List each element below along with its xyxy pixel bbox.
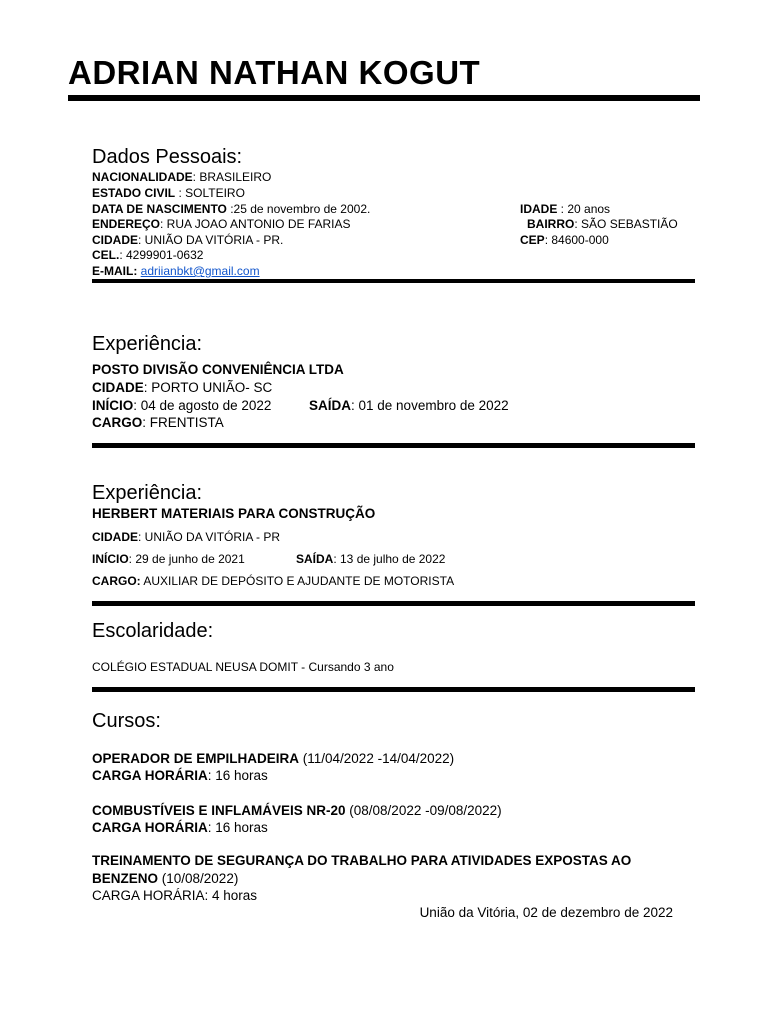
experience1-role-label: CARGO	[92, 415, 143, 430]
experience2-city-label: CIDADE	[92, 530, 139, 544]
phone-label: CEL.	[92, 248, 120, 262]
courses-heading: Cursos:	[92, 710, 161, 732]
course3-title-end: BENZENO	[92, 871, 159, 886]
neighborhood-label: BAIRRO	[527, 217, 575, 231]
birthdate-label: DATA DE NASCIMENTO	[92, 202, 227, 216]
marital-status-label: ESTADO CIVIL	[92, 186, 176, 200]
email-line	[92, 264, 260, 278]
section-divider-education	[92, 687, 695, 692]
experience1-heading-colon: :	[196, 333, 203, 355]
course3-dates: (10/08/2022)	[158, 871, 239, 886]
education-heading: Escolaridade:	[92, 620, 214, 642]
experience1-end-value: : 01 de novembro de 2022	[351, 398, 509, 413]
experience1-city-value: : PORTO UNIÃO- SC	[143, 380, 273, 395]
section-divider-personal	[92, 279, 695, 283]
experience1-start-value: : 04 de agosto de 2022	[133, 398, 272, 413]
experience2-role-value: AUXILIAR DE DEPÓSITO E AJUDANTE DE MOTORISTA	[140, 574, 455, 588]
age-value: : 20 anos	[557, 202, 611, 216]
course2-hours-line	[92, 820, 268, 835]
address-line	[92, 217, 351, 231]
experience1-end-line	[309, 398, 509, 413]
experience2-role-line	[92, 574, 454, 588]
experience2-company: HERBERT MATERIAIS PARA CONSTRUÇÃO	[92, 506, 376, 521]
experience1-role-value: : FRENTISTA	[142, 415, 224, 430]
email-link[interactable]: adriianbkt@gmail.com	[140, 264, 260, 278]
nationality-label: NACIONALIDADE	[92, 170, 193, 184]
city-line	[92, 233, 283, 247]
nationality-line	[92, 170, 271, 184]
phone-value: : 4299901-0632	[119, 248, 204, 262]
email-label: E-MAIL	[92, 264, 134, 278]
header-divider	[68, 95, 700, 101]
age-line	[520, 202, 610, 216]
experience1-city-label: CIDADE	[92, 380, 144, 395]
course2-title-line	[92, 803, 502, 818]
experience2-end-line	[296, 552, 445, 566]
education-text: COLÉGIO ESTADUAL NEUSA DOMIT - Cursando 3 ano	[92, 660, 394, 674]
experience1-company: POSTO DIVISÃO CONVENIÊNCIA LTDA	[92, 362, 344, 377]
candidate-name: ADRIAN NATHAN KOGUT	[68, 54, 481, 91]
marital-status-line	[92, 186, 245, 200]
experience2-role-label: CARGO:	[92, 574, 141, 588]
city-value: : UNIÃO DA VITÓRIA - PR.	[138, 233, 284, 247]
city-label: CIDADE	[92, 233, 139, 247]
experience2-start-label: INÍCIO	[92, 552, 129, 566]
course3-title-line2	[92, 871, 238, 886]
personal-data-heading: Dados Pessoais:	[92, 146, 243, 168]
experience2-city-value: : UNIÃO DA VITÓRIA - PR	[138, 530, 281, 544]
neighborhood-value: : SÃO SEBASTIÃO	[574, 217, 678, 231]
nationality-value: : BRASILEIRO	[192, 170, 272, 184]
section-divider-experience2	[92, 601, 695, 606]
zip-label: CEP	[520, 233, 545, 247]
experience1-start-line	[92, 398, 271, 413]
course2-hours-label: CARGA HORÁRIA	[92, 820, 208, 835]
course1-dates: (11/04/2022 -14/04/2022)	[299, 751, 455, 766]
course3-title-line1: TREINAMENTO DE SEGURANÇA DO TRABALHO PARA ATIVIDADES EXPOSTAS AO	[92, 853, 632, 868]
course1-hours-line	[92, 768, 268, 783]
course1-title-line	[92, 751, 454, 766]
section-divider-experience1	[92, 443, 695, 448]
experience2-end-label: SAÍDA	[296, 552, 334, 566]
course3-hours-line: CARGA HORÁRIA: 4 horas	[92, 888, 258, 903]
marital-status-value: : SOLTEIRO	[175, 186, 245, 200]
address-label: ENDEREÇO	[92, 217, 161, 231]
experience1-start-label: INÍCIO	[92, 398, 134, 413]
zip-value: : 84600-000	[544, 233, 609, 247]
course1-hours-label: CARGA HORÁRIA	[92, 768, 208, 783]
experience2-start-value: : 29 de junho de 2021	[128, 552, 245, 566]
age-label: IDADE	[520, 202, 558, 216]
experience2-start-line	[92, 552, 245, 566]
experience1-heading-text: Experiência	[92, 333, 197, 355]
experience1-heading	[92, 333, 202, 356]
email-separator: :	[133, 264, 141, 278]
experience1-end-label: SAÍDA	[309, 398, 352, 413]
address-value: : RUA JOAO ANTONIO DE FARIAS	[160, 217, 351, 231]
experience1-city-line	[92, 380, 272, 395]
course2-dates: (08/08/2022 -09/08/2022)	[345, 803, 502, 818]
course2-title: COMBUSTÍVEIS E INFLAMÁVEIS NR-20	[92, 803, 346, 818]
course2-hours-value: : 16 horas	[207, 820, 268, 835]
phone-line	[92, 248, 203, 262]
experience2-city-line	[92, 530, 280, 544]
birthdate-line	[92, 202, 370, 216]
course1-title: OPERADOR DE EMPILHADEIRA	[92, 751, 300, 766]
birthdate-value: :25 de novembro de 2002.	[226, 202, 371, 216]
footer-date: União da Vitória, 02 de dezembro de 2022	[419, 905, 673, 920]
neighborhood-line	[527, 217, 678, 231]
zip-line	[520, 233, 609, 247]
experience2-heading: Experiência:	[92, 482, 203, 504]
course1-hours-value: : 16 horas	[207, 768, 268, 783]
experience1-role-line	[92, 415, 224, 430]
experience2-end-value: : 13 de julho de 2022	[333, 552, 446, 566]
